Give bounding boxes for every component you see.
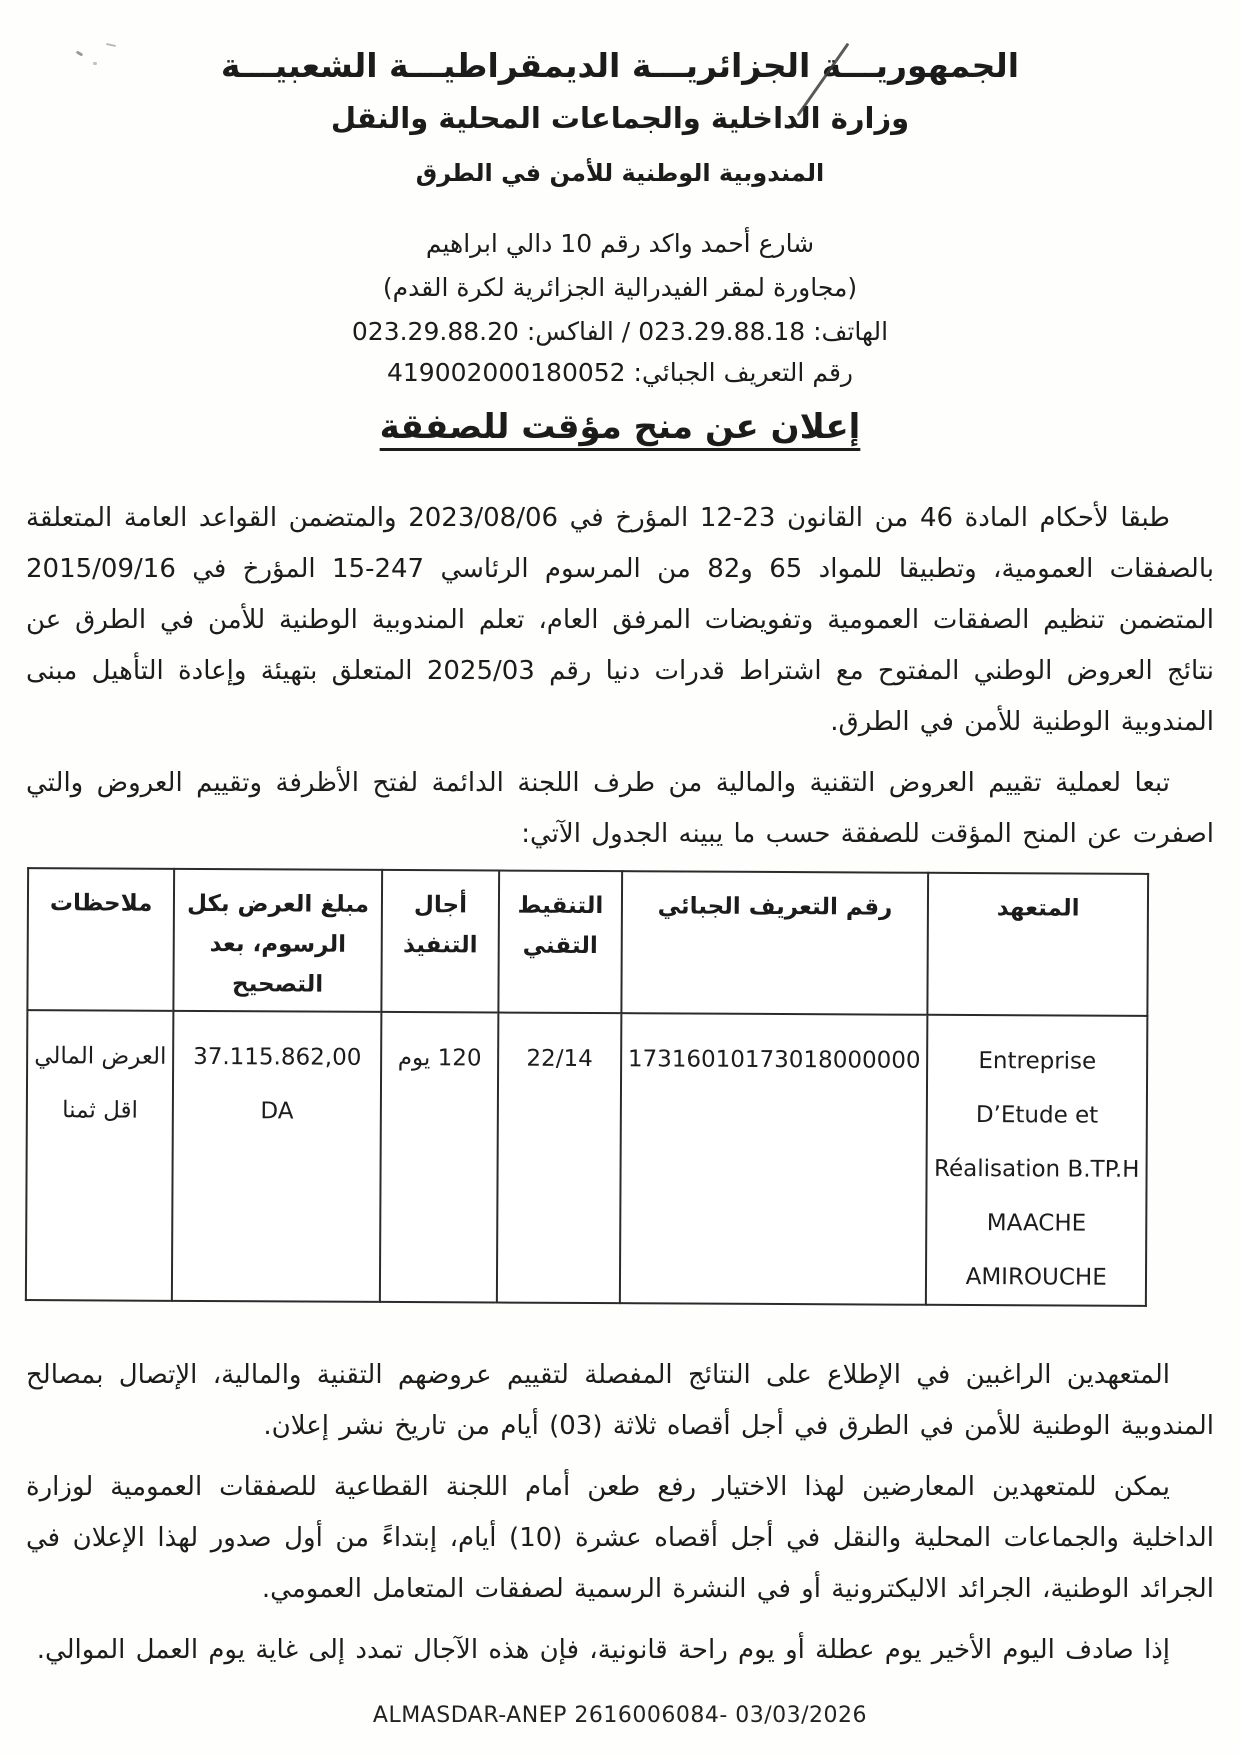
paragraph-deadline-extension: إذا صادف اليوم الأخير يوم عطلة أو يوم راحة قانونية، فإن هذه الآجال تمدد إلى غاية يوم العمل الموالي. xyxy=(36,1635,1170,1665)
col-header-technical-score: التنقيط التقني xyxy=(499,871,622,1014)
cell-notes: العرض المالي اقل ثمنا xyxy=(26,1010,174,1301)
republic-name-line: الجمهوريـــة الجزائريـــة الديمقراطيـــة الشعبيـــة xyxy=(220,46,1020,85)
cell-tax-id: 17316010173018000000 xyxy=(620,1013,928,1305)
cell-technical-score: 22/14 xyxy=(497,1013,621,1304)
address-line: شارع أحمد واكد رقم 10 دالي ابراهيم xyxy=(425,229,815,258)
cell-contractor-name: Entreprise D’Etude et Réalisation B.TP.H MAACHE AMIROUCHE xyxy=(926,1015,1147,1306)
table-row xyxy=(26,1010,1148,1306)
tax-id-line: رقم التعريف الجبائي: 419002000180052 xyxy=(387,358,853,387)
scan-speck xyxy=(93,62,97,65)
anep-footer-line: ALMASDAR-ANEP 2616006084- 03/03/2026 xyxy=(372,1703,868,1728)
paragraph-appeal-procedure: يمكن للمتعهدين المعارضين لهذا الاختيار رفع طعن أمام اللجنة القطاعية للصفقات العمومية لوزارة الداخلية والجماعات المحلية والنقل في أجل أقصاه عشرة (10) أيام، إبتداءً من أول صدور لهذا الإعلان في الجرائد الوطنية، الجرائد الاليكترونية أو في النشرة الرسمية لصفقات المتعامل العمومي. xyxy=(26,1472,1214,1604)
col-header-tax-id: رقم التعريف الجبائي xyxy=(621,871,928,1015)
cell-execution-period: 120 يوم xyxy=(380,1012,499,1303)
letterhead xyxy=(26,46,1214,387)
award-table xyxy=(25,867,1149,1307)
table-header-row xyxy=(27,868,1148,1016)
document-title xyxy=(26,407,1214,447)
phone-fax-line: الهاتف: 023.29.88.18 / الفاكس: 023.29.88.20 xyxy=(351,317,889,346)
col-header-notes: ملاحظات xyxy=(27,868,174,1011)
delegation-name-line: المندوبية الوطنية للأمن في الطرق xyxy=(415,159,825,187)
paragraph-evaluation-intro: تبعا لعملية تقييم العروض التقنية والمالية من طرف اللجنة الدائمة لفتح الأظرفة وتقييم العروض والتي اصفرت عن المنح المؤقت للصفقة حسب ما يبينه الجدول الآتي: xyxy=(26,768,1214,849)
address-note-line: (مجاورة لمقر الفيدرالية الجزائرية لكرة القدم) xyxy=(382,273,858,302)
col-header-offer-amount: مبلغ العرض بكل الرسوم، بعد التصحيح xyxy=(174,869,382,1012)
ministry-name-line: وزارة الداخلية والجماعات المحلية والنقل xyxy=(330,101,910,135)
col-header-contractor: المتعهد xyxy=(928,873,1148,1016)
col-header-execution-period: أجال التنفيذ xyxy=(381,870,499,1013)
cell-offer-amount: 37.115.862,00 DA xyxy=(172,1011,381,1302)
paragraph-legal-basis: طبقا لأحكام المادة 46 من القانون 23-12 المؤرخ في 2023/08/06 والمتضمن القواعد العامة المتعلقة بالصفقات العمومية، وتطبيقا للمواد 65 و82 من المرسوم الرئاسي 247-15 المؤرخ في 2015/09/16 المتضمن تنظيم الصفقات العمومية وتفويضات المرفق العام، تعلم المندوبية الوطنية للأمن في الطرق عن نتائج العروض الوطني المفتوح مع اشتراط قدرات دنيا رقم 2025/03 المتعلق بتهيئة وإعادة التأهيل مبنى المندوبية الوطنية للأمن في الطرق. xyxy=(26,503,1215,737)
paragraph-detailed-results: المتعهدين الراغبين في الإطلاع على النتائج المفصلة لتقييم عروضهم التقنية والمالية، الإتصال بمصالح المندوبية الوطنية للأمن في الطرق في أجل أقصاه ثلاثة (03) أيام من تاريخ نشر إعلان. xyxy=(26,1360,1214,1441)
document-title-text: إعلان عن منح مؤقت للصفقة xyxy=(379,407,861,447)
